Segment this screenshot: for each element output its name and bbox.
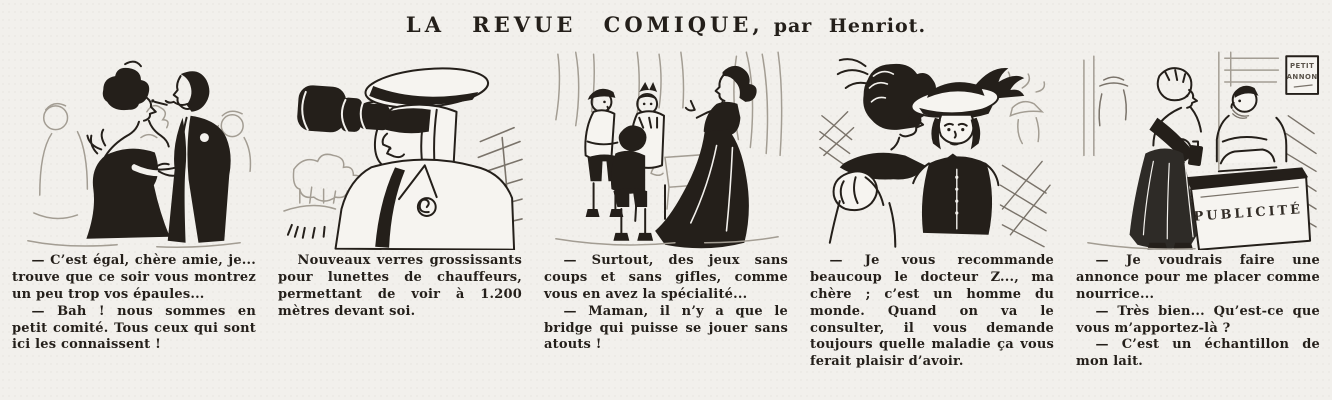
caption-docteur	[808, 250, 1056, 371]
page-title	[405, 12, 927, 37]
caption-paragraph: Nouveaux verres grossissants pour lunettes de chauffeurs, permettant de voir à 1.200 mètres devant soi.	[278, 253, 522, 319]
panel-soiree	[10, 46, 258, 371]
chauffeur-drawing	[276, 46, 524, 250]
caption-soiree	[10, 250, 258, 354]
illustration-mother-children	[542, 46, 790, 250]
caption-paragraph: — Surtout, des jeux sans coups et sans gifles, comme vous en avez la spécialité...	[544, 253, 788, 302]
caption-paragraph: — Bah ! nous sommes en petit comité. Tous ceux qui sont ici les connaissent !	[12, 303, 256, 353]
caption-paragraph: — C’est égal, chère amie, je... trouve que ce soir vous montrez un peu trop vos épaules...	[12, 253, 256, 302]
caption-bridge	[542, 250, 790, 354]
caption-paragraph: — Je vous recommande beaucoup le docteur Z..., ma chère ; c’est un homme du monde. Quand on va le consulter, il vous demande toujours quelle maladie ça vous ferait plaisir d’avoir.	[810, 253, 1054, 370]
title-byline: par Henriot.	[773, 15, 927, 37]
panel-mother-children	[542, 46, 790, 371]
two-ladies-drawing	[808, 46, 1056, 250]
publicite-counter-drawing	[1074, 46, 1322, 250]
illustration-publicite-counter	[1074, 46, 1322, 250]
illustration-two-ladies	[808, 46, 1056, 250]
mother-children-drawing	[542, 46, 790, 250]
board-sign-line2: ANNON	[1286, 73, 1318, 82]
caption-paragraph: — Je voudrais faire une annonce pour me placer comme nourrice...	[1076, 253, 1320, 302]
caption-nourrice	[1074, 250, 1322, 371]
counter-sign-text: PUBLICITÉ	[1193, 202, 1304, 225]
title-main: LA REVUE COMIQUE,	[405, 12, 764, 37]
caption-paragraph: — Maman, il n’y a que le bridge qui puisse se jouer sans atouts !	[544, 303, 788, 353]
illustration-chauffeur	[276, 46, 524, 250]
soiree-drawing	[10, 46, 258, 250]
board-sign-line1: PETIT	[1289, 62, 1315, 71]
caption-paragraph: — Très bien... Qu’est-ce que vous m’apportez-là ?	[1076, 303, 1320, 336]
comic-strip	[0, 44, 1332, 371]
caption-paragraph: — C’est un échantillon de mon lait.	[1076, 337, 1320, 370]
page-header	[0, 0, 1332, 44]
panel-chauffeur-goggles	[276, 46, 524, 371]
caption-chauffeur	[276, 250, 524, 321]
illustration-soiree	[10, 46, 258, 250]
panel-two-ladies	[808, 46, 1056, 371]
panel-publicite-counter	[1074, 46, 1322, 371]
